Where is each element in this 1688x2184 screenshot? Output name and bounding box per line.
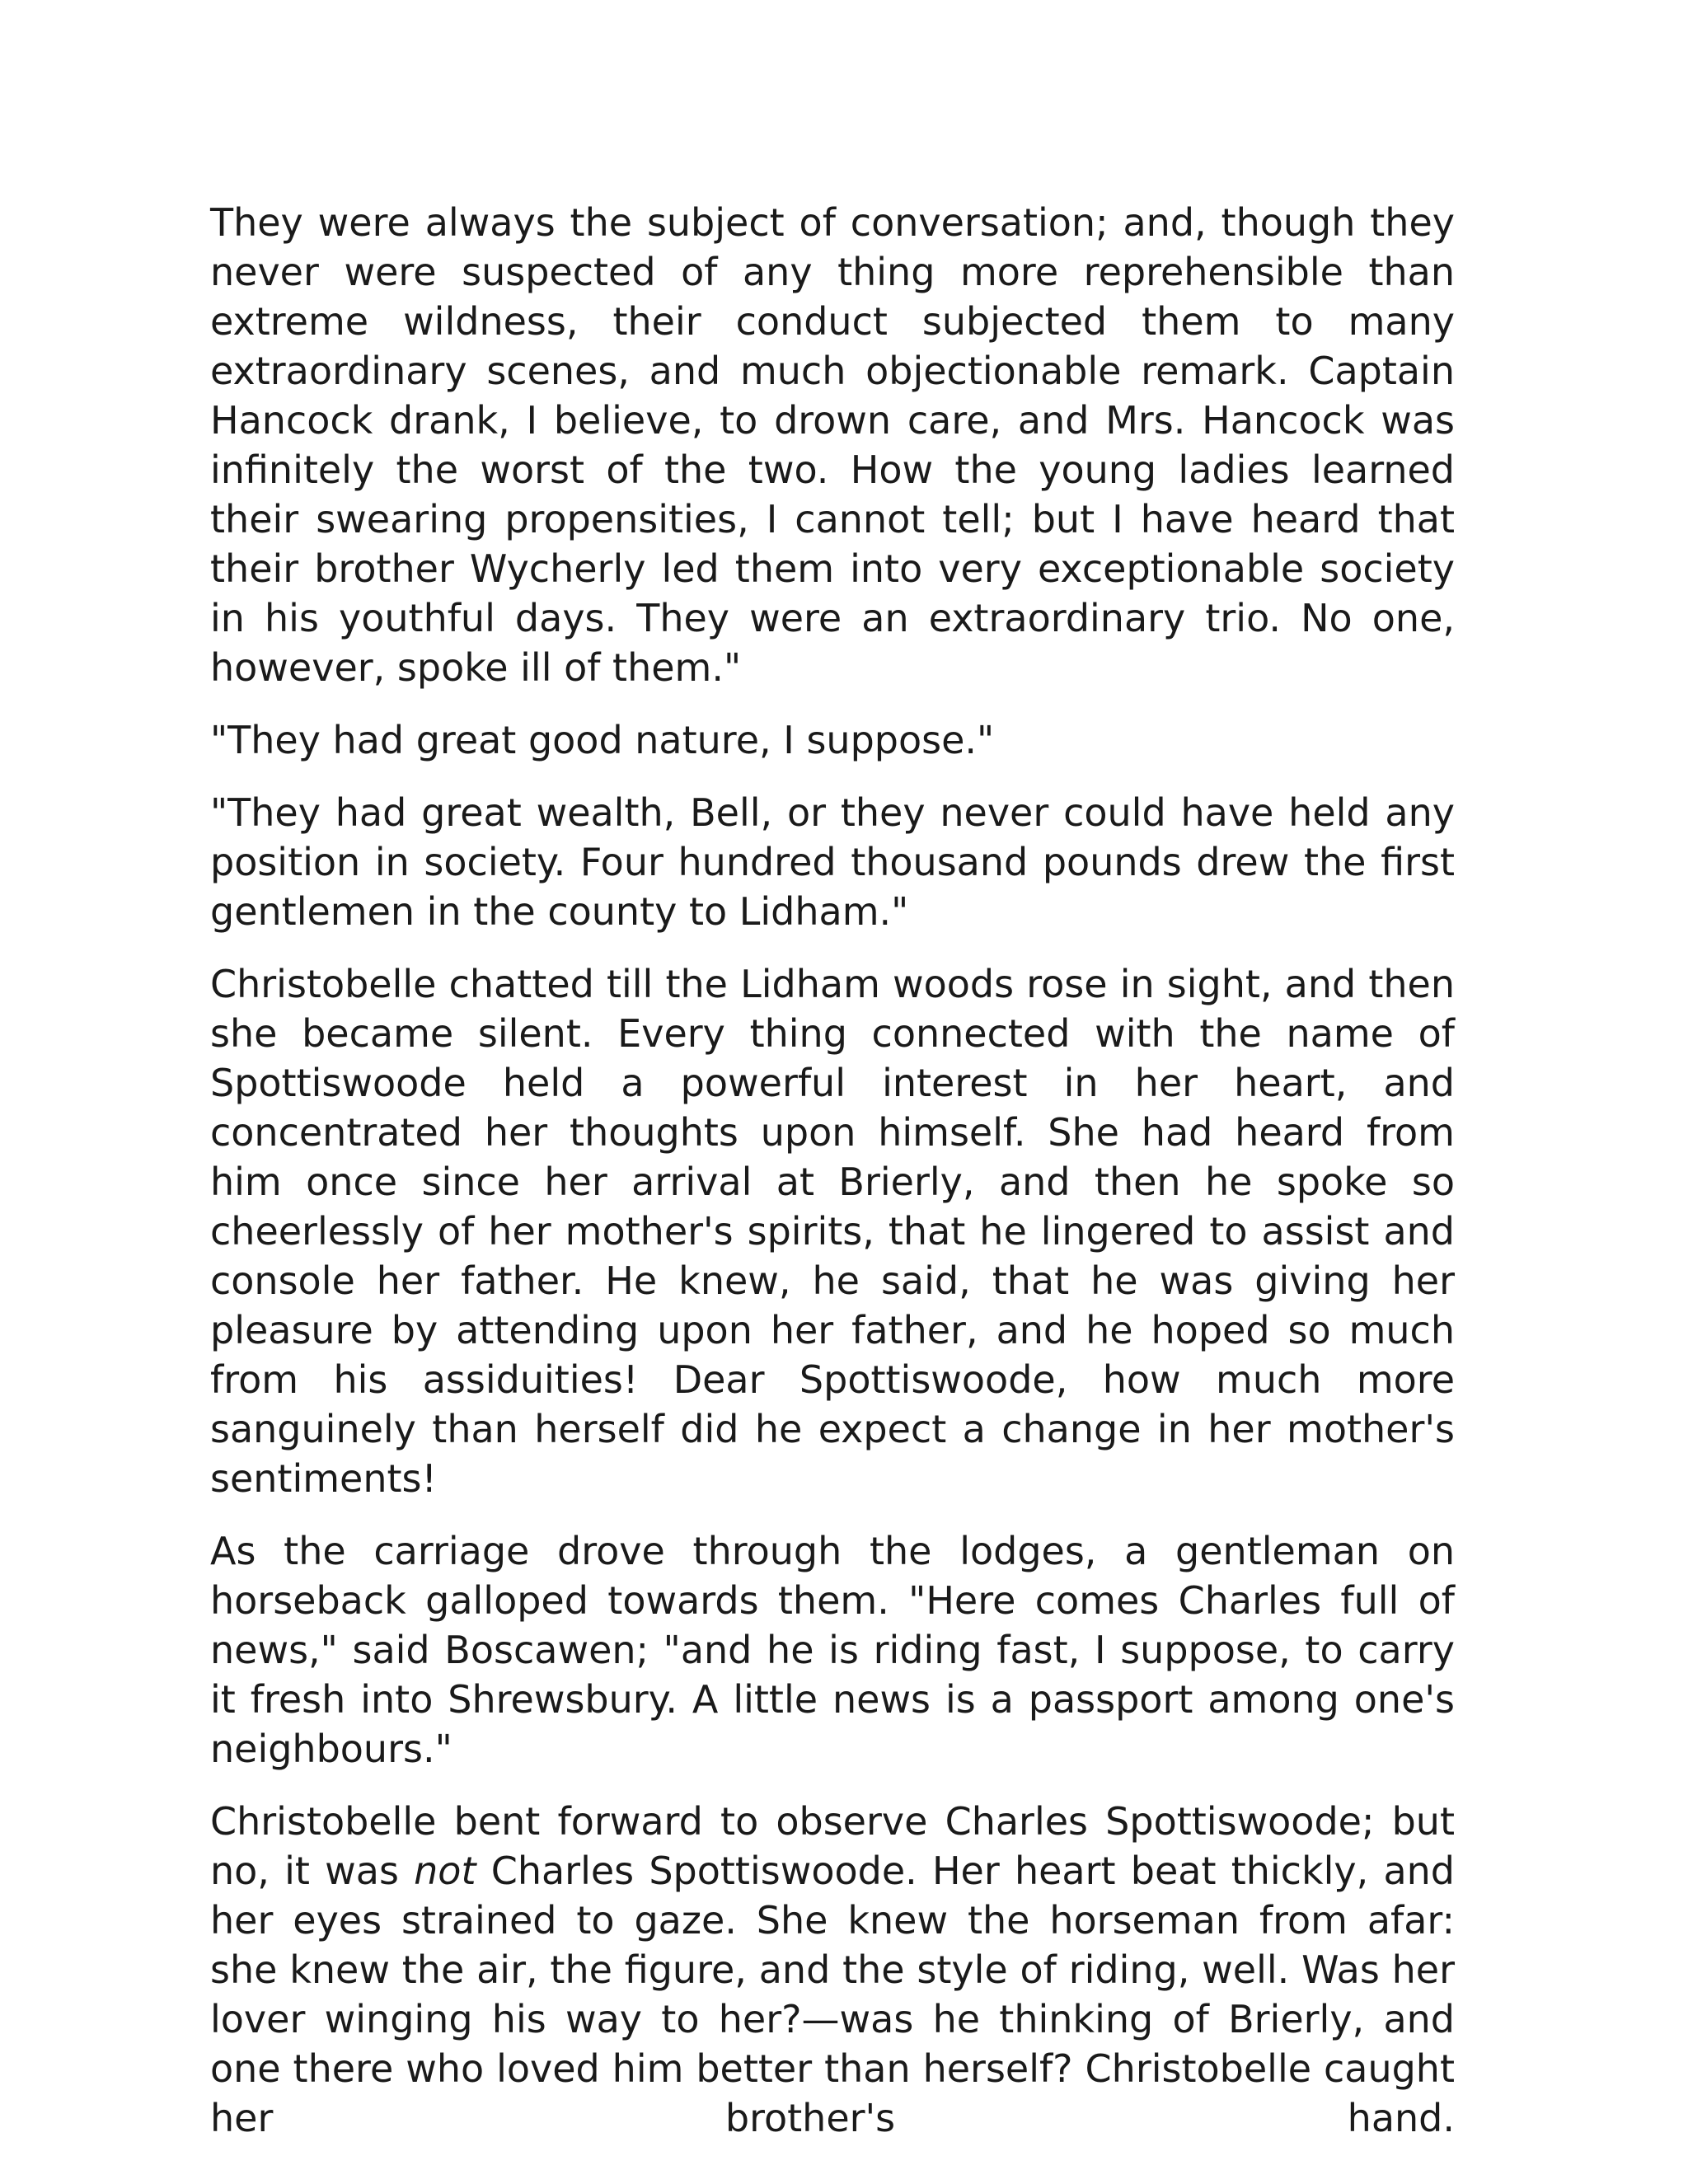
paragraph-3: "They had great wealth, Bell, or they never could have held any position in society. Four hundred thousand pounds drew the first gentlemen in the county to Lidham." <box>210 790 1455 934</box>
paragraph-6-italic-word: not <box>414 1849 476 1893</box>
paragraph-4: Christobelle chatted till the Lidham woods rose in sight, and then she became silent. Every thing connected with the name of Spottiswoode held a powerful interest in her heart, and concentrated her thoughts upon himself. She had heard from him once since her arrival at Brierly, and then he spoke so cheerlessly of her mother's spirits, that he lingered to assist and console her father. He knew, he said, that he was giving her pleasure by attending upon her father, and he hoped so much from his assiduities! Dear Spottiswoode, how much more sanguinely than herself did he expect a change in her mother's sentiments! <box>210 962 1455 1501</box>
paragraph-6 <box>210 1797 1455 2143</box>
paragraph-5: As the carriage drove through the lodges, a gentleman on horseback galloped towards them. "Here comes Charles full of news," said Boscawen; "and he is riding fast, I suppose, to carry it fresh into Shrewsbury. A little news is a passport among one's neighbours." <box>210 1529 1455 1771</box>
paragraph-1: They were always the subject of conversation; and, though they never were suspected of any thing more reprehensible than extreme wildness, their conduct subjected them to many extraordinary scenes, and much objectionable remark. Captain Hancock drank, I believe, to drown care, and Mrs. Hancock was infinitely the worst of the two. How the young ladies learned their swearing propensities, I cannot tell; but I have heard that their brother Wycherly led them into very exceptionable society in his youthful days. They were an extraordinary trio. No one, however, spoke ill of them." <box>210 200 1455 690</box>
page-body <box>210 198 1455 2143</box>
paragraph-6-text-before: Christobelle bent forward to observe Charles Spottiswoode; but no, it was <box>210 1799 1455 1893</box>
paragraph-2: "They had great good nature, I suppose." <box>210 718 995 762</box>
paragraph-6-text-after: Charles Spottiswoode. Her heart beat thickly, and her eyes strained to gaze. She knew the horseman from afar: she knew the air, the figure, and the style of riding, well. Was her lover winging his way to her?—was he thinking of Brierly, and one there who loved him better than herself? Christobelle caught her brother's hand. <box>210 1849 1455 2140</box>
